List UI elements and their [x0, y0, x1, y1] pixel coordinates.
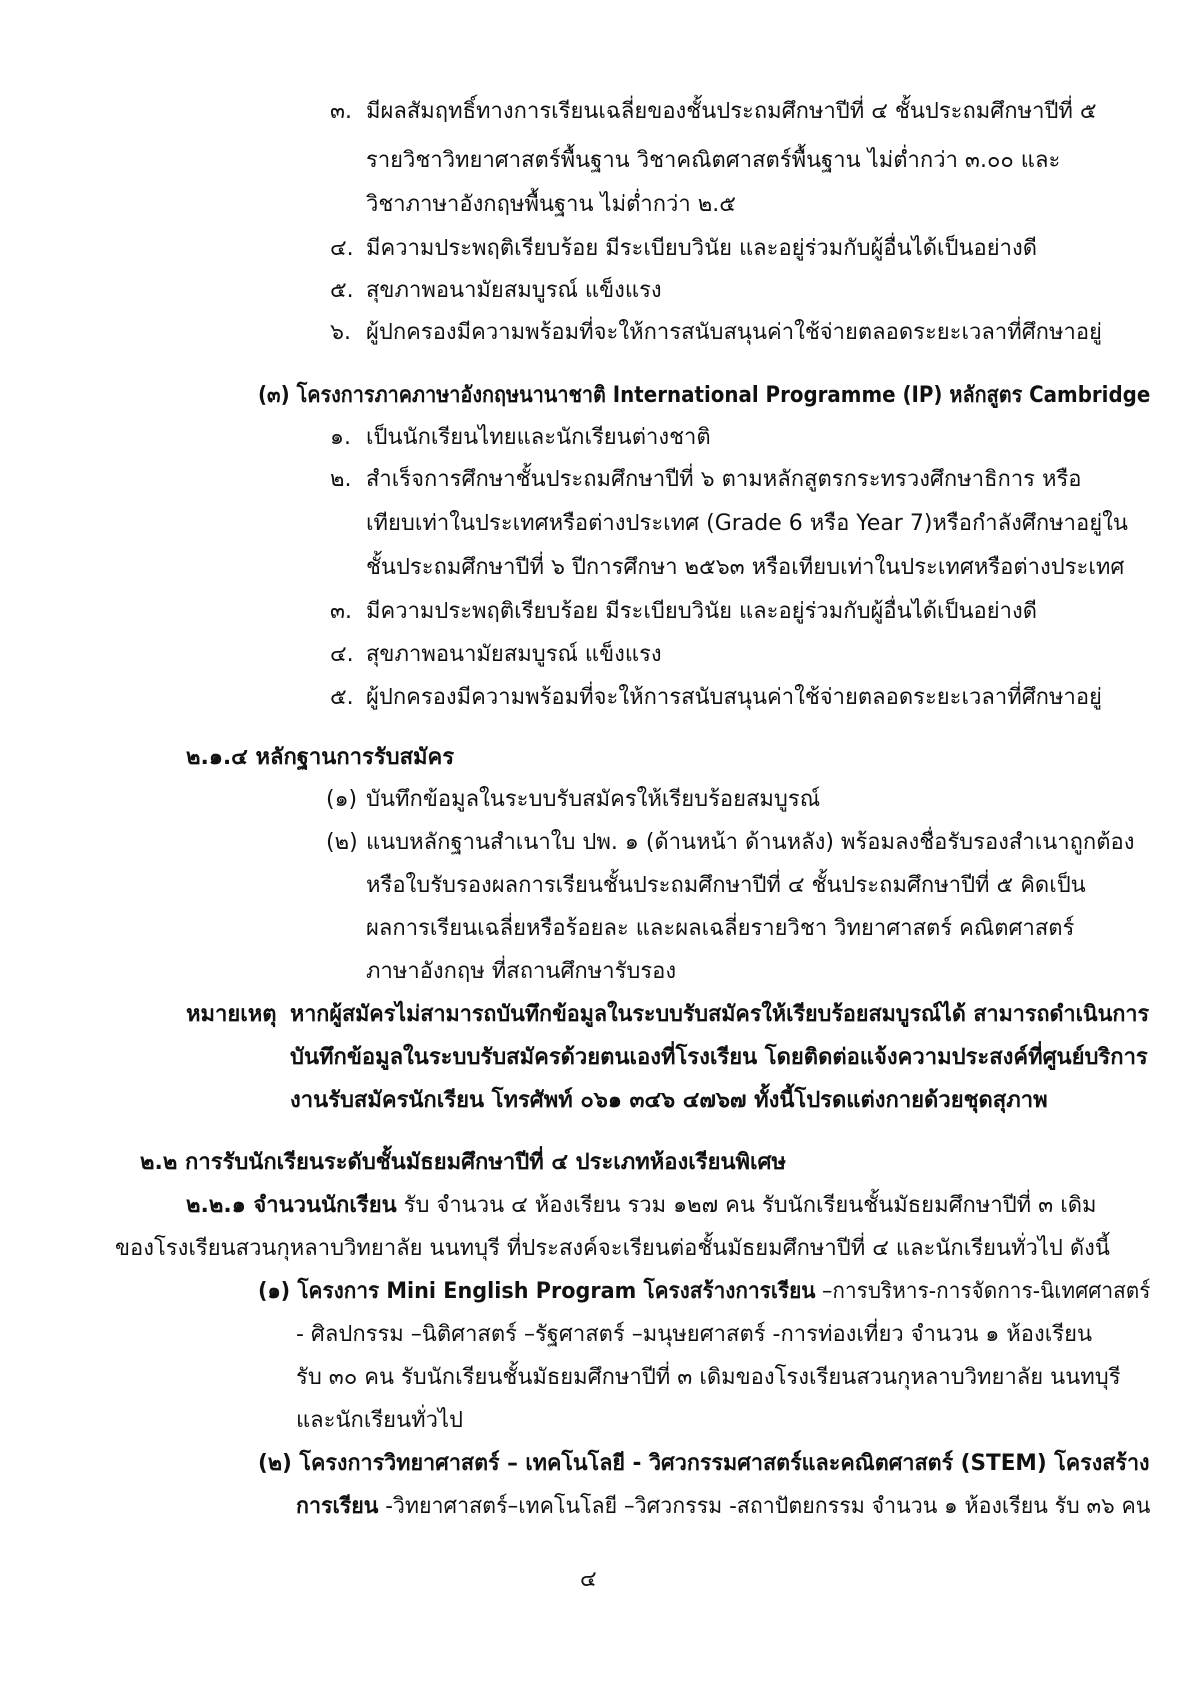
item-text: วิชาภาษาอังกฤษพื้นฐาน ไม่ต่ำกว่า ๒.๕ — [366, 192, 736, 217]
item-text: ผู้ปกครองมีความพร้อมที่จะให้การสนับสนุนค่าใช้จ่ายตลอดระยะเวลาที่ศึกษาอยู่ — [366, 320, 1102, 345]
section-heading-evidence: ๒.๑.๔ หลักฐานการรับสมัคร — [186, 745, 455, 770]
section-heading-m4: ๒.๒ การรับนักเรียนระดับชั้นมัธยมศึกษาปีที่ ๔ ประเภทห้องเรียนพิเศษ — [140, 1150, 787, 1175]
item-number: ๓. — [330, 599, 353, 624]
item-number: ๔. — [330, 642, 354, 667]
item-text: สุขภาพอนามัยสมบูรณ์ แข็งแรง — [366, 642, 662, 667]
program-title: การเรียน — [296, 1494, 379, 1519]
item-number: ๖. — [330, 320, 351, 345]
program-text: รับ ๓๐ คน รับนักเรียนชั้นมัธยมศึกษาปีที่ ๓ เดิมของโรงเรียนสวนกุหลาบวิทยาลัย นนทบุรี — [296, 1365, 1121, 1390]
paragraph-text: รับ จำนวน ๔ ห้องเรียน รวม ๑๒๗ คน รับนักเรียนชั้นมัธยมศึกษาปีที่ ๓ เดิม — [403, 1193, 1097, 1218]
item-number: ๑. — [330, 425, 351, 450]
item-text: แนบหลักฐานสำเนาใบ ปพ. ๑ (ด้านหน้า ด้านหลัง) พร้อมลงชื่อรับรองสำเนาถูกต้อง — [366, 830, 1135, 855]
item-text: สำเร็จการศึกษาชั้นประถมศึกษาปีที่ ๖ ตามหลักสูตรกระทรวงศึกษาธิการ หรือ — [366, 467, 1082, 492]
item-number: ๕. — [330, 278, 354, 303]
paragraph-text: ของโรงเรียนสวนกุหลาบวิทยาลัย นนทบุรี ที่ประสงค์จะเรียนต่อชั้นมัธยมศึกษาปีที่ ๔ และนักเรียนทั่วไป ดังนี้ — [115, 1236, 1110, 1261]
item-text: ผู้ปกครองมีความพร้อมที่จะให้การสนับสนุนค่าใช้จ่ายตลอดระยะเวลาที่ศึกษาอยู่ — [366, 685, 1102, 710]
item-number: ๓. — [330, 99, 353, 124]
program-title: (๑) โครงการ Mini English Program โครงสร้างการเรียน — [258, 1279, 816, 1304]
note-label: หมายเหตุ — [186, 1002, 277, 1027]
program-title: (๒) โครงการวิทยาศาสตร์ – เทคโนโลยี - วิศวกรรมศาสตร์และคณิตศาสตร์ (STEM) โครงสร้าง — [258, 1451, 1150, 1476]
note-text: หากผู้สมัครไม่สามารถบันทึกข้อมูลในระบบรับสมัครให้เรียบร้อยสมบูรณ์ได้ สามารถดำเนินการ — [290, 1002, 1150, 1027]
program-text: และนักเรียนทั่วไป — [296, 1408, 463, 1433]
program-item — [296, 1492, 1150, 1522]
program-text: –การบริหาร-การจัดการ-นิเทศศาสตร์ — [815, 1279, 1151, 1304]
item-text: ชั้นประถมศึกษาปีที่ ๖ ปีการศึกษา ๒๕๖๓ หรือเทียบเท่าในประเทศหรือต่างประเทศ — [366, 555, 1125, 580]
item-text: เป็นนักเรียนไทยและนักเรียนต่างชาติ — [366, 425, 711, 450]
item-text: มีความประพฤติเรียบร้อย มีระเบียบวินัย และอยู่ร่วมกับผู้อื่นได้เป็นอย่างดี — [366, 236, 1038, 261]
program-text: - ศิลปกรรม –นิติศาสตร์ –รัฐศาสตร์ –มนุษยศาสตร์ -การท่องเที่ยว จำนวน ๑ ห้องเรียน — [296, 1322, 1093, 1347]
item-text: มีผลสัมฤทธิ์ทางการเรียนเฉลี่ยของชั้นประถมศึกษาปีที่ ๔ ชั้นประถมศึกษาปีที่ ๕ — [366, 99, 1097, 124]
page-number: ๔ — [580, 1567, 597, 1592]
item-number: (๑) — [326, 787, 358, 812]
program-item — [258, 1277, 1150, 1307]
note-text: บันทึกข้อมูลในระบบรับสมัครด้วยตนเองที่โรงเรียน โดยติดต่อแจ้งความประสงค์ที่ศูนย์บริการ — [290, 1045, 1148, 1070]
list-item — [330, 97, 352, 127]
item-number: ๒. — [330, 467, 352, 492]
item-text: รายวิชาวิทยาศาสตร์พื้นฐาน วิชาคณิตศาสตร์พื้นฐาน ไม่ต่ำกว่า ๓.๐๐ และ — [366, 148, 1061, 173]
item-text: สุขภาพอนามัยสมบูรณ์ แข็งแรง — [366, 278, 662, 303]
paragraph — [186, 1191, 1097, 1221]
item-number: ๕. — [330, 685, 354, 710]
item-text: ผลการเรียนเฉลี่ยหรือร้อยละ และผลเฉลี่ยรายวิชา วิทยาศาสตร์ คณิตศาสตร์ — [366, 916, 1075, 941]
item-text: ภาษาอังกฤษ ที่สถานศึกษารับรอง — [366, 959, 677, 984]
subsection-label: ๒.๒.๑ จำนวนนักเรียน — [186, 1193, 397, 1218]
item-number: (๒) — [326, 830, 358, 855]
item-text: บันทึกข้อมูลในระบบรับสมัครให้เรียบร้อยสมบูรณ์ — [366, 787, 821, 812]
item-text: มีความประพฤติเรียบร้อย มีระเบียบวินัย และอยู่ร่วมกับผู้อื่นได้เป็นอย่างดี — [366, 599, 1038, 624]
program-text: -วิทยาศาสตร์–เทคโนโลยี –วิศวกรรม -สถาปัตยกรรม จำนวน ๑ ห้องเรียน รับ ๓๖ คน — [378, 1494, 1151, 1519]
item-text: เทียบเท่าในประเทศหรือต่างประเทศ (Grade 6 หรือ Year 7)หรือกำลังศึกษาอยู่ใน — [366, 511, 1128, 536]
section-heading-ip: (๓) โครงการภาคภาษาอังกฤษนานาชาติ International Programme (IP) หลักสูตร Cambridge — [258, 383, 1151, 408]
item-number: ๔. — [330, 236, 354, 261]
note-text: งานรับสมัครนักเรียน โทรศัพท์ ๐๖๑ ๓๔๖ ๔๗๖๗ ทั้งนี้โปรดแต่งกายด้วยชุดสุภาพ — [290, 1088, 1048, 1113]
item-text: หรือใบรับรองผลการเรียนชั้นประถมศึกษาปีที่ ๔ ชั้นประถมศึกษาปีที่ ๕ คิดเป็น — [366, 873, 1086, 898]
